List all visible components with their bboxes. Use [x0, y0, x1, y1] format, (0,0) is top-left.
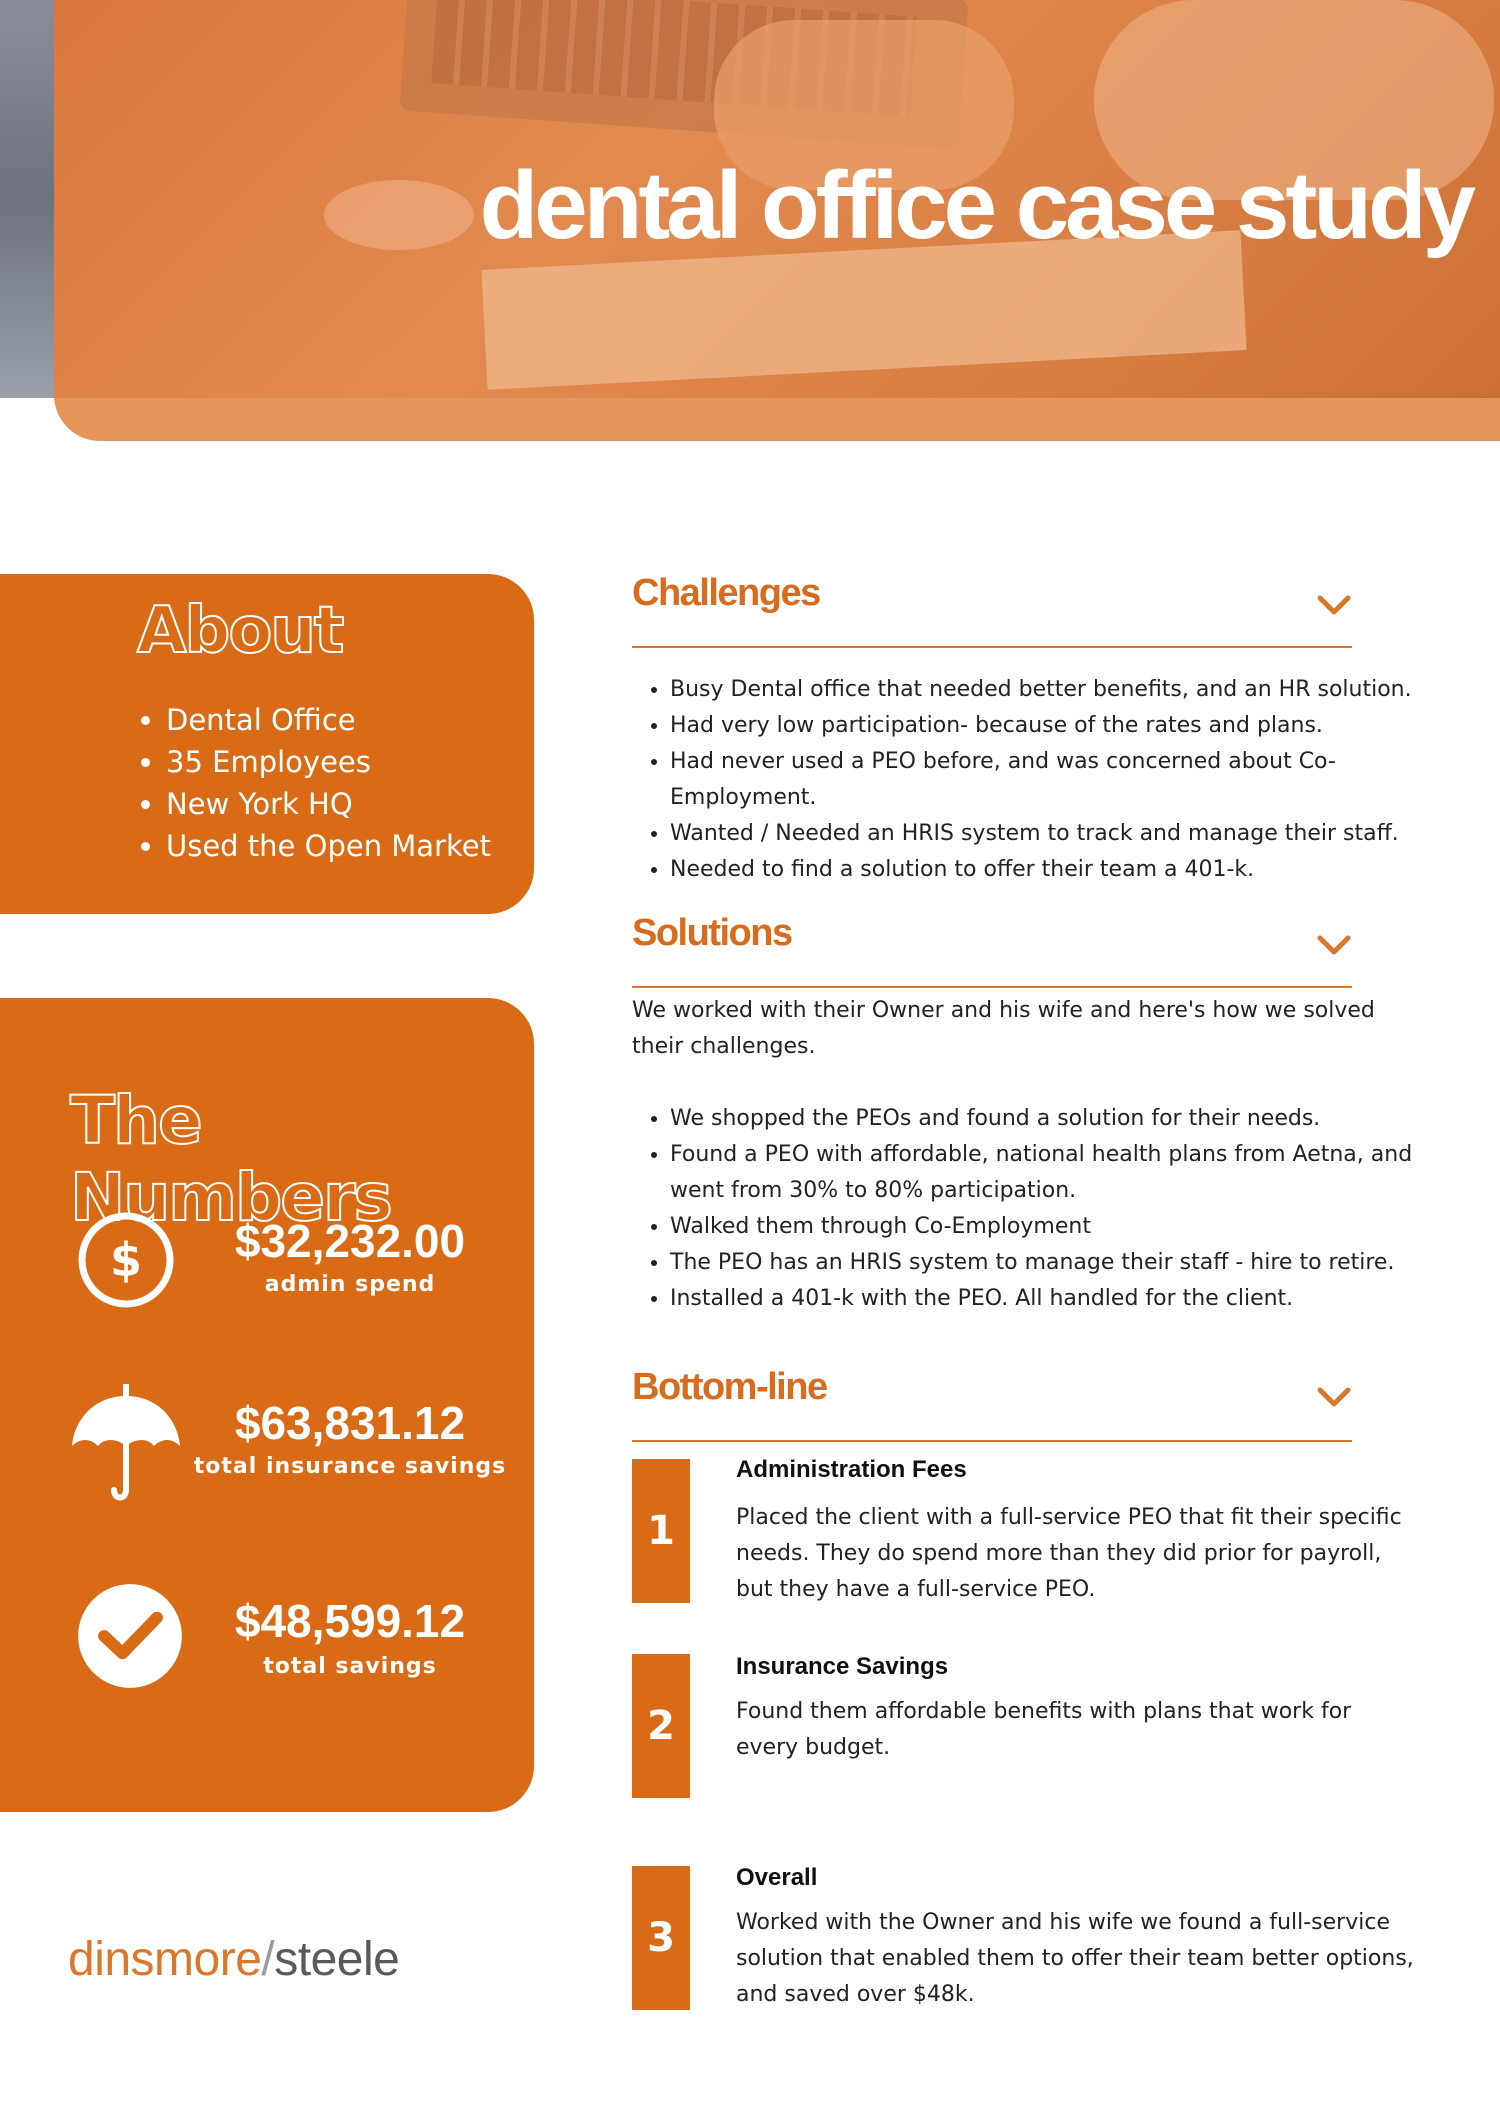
solutions-title: Solutions [632, 912, 792, 954]
item-body: Worked with the Owner and his wife we found a full-service solution that enabled them to offer their team better options, and saved over $48k. [736, 1910, 1414, 2007]
item-title: Administration Fees [736, 1456, 967, 1483]
list-item: • Dental Office [166, 699, 491, 741]
logo-part: steele [274, 1933, 400, 1986]
step-number: 3 [632, 1866, 690, 2010]
logo-slash: / [261, 1933, 275, 1986]
mouse-shape [324, 180, 474, 250]
list-item: • Had never used a PEO before, and was concerned about Co-Employment. [670, 744, 1460, 816]
about-panel [0, 574, 534, 914]
solutions-list [632, 1101, 1460, 1317]
step-number: 1 [632, 1459, 690, 1603]
challenges-list [632, 672, 1460, 888]
challenges-header[interactable] [632, 572, 1352, 648]
stat-label: admin spend [264, 1272, 436, 1297]
item-body: Found them affordable benefits with plans that work for every budget. [736, 1699, 1352, 1760]
item-title: Insurance Savings [736, 1653, 949, 1680]
list-item: • The PEO has an HRIS system to manage their staff - hire to retire. [670, 1245, 1460, 1281]
numbers-title: The Numbers [70, 1082, 391, 1236]
stat-value: $48,599.12 [234, 1595, 466, 1647]
list-item: • Installed a 401-k with the PEO. All handled for the client. [670, 1281, 1460, 1317]
item-body: Placed the client with a full-service PEO that fit their specific needs. They do spend more than they did prior for payroll, but they have a full-service PEO. [736, 1505, 1402, 1602]
umbrella-icon [70, 1382, 182, 1506]
list-item: • Needed to find a solution to offer their team a 401-k. [670, 852, 1460, 888]
list-item: • Wanted / Needed an HRIS system to track and manage their staff. [670, 816, 1460, 852]
bottomline-title: Bottom-line [632, 1366, 827, 1408]
list-item: • Busy Dental office that needed better benefits, and an HR solution. [670, 672, 1460, 708]
page-title: dental office case study [479, 152, 1472, 259]
svg-text:$: $ [109, 1233, 143, 1287]
checkmark-circle-icon [76, 1582, 184, 1690]
chevron-down-icon[interactable] [1316, 934, 1352, 958]
list-item: • Walked them through Co-Employment [670, 1209, 1460, 1245]
list-item: • Had very low participation- because of the rates and plans. [670, 708, 1460, 744]
about-list [130, 699, 491, 867]
challenges-title: Challenges [632, 572, 820, 614]
step-number: 2 [632, 1654, 690, 1798]
company-logo [68, 1932, 399, 1987]
dollar-circle-icon [76, 1210, 176, 1310]
hero-photo-edge [0, 0, 54, 398]
solutions-header[interactable] [632, 912, 1352, 988]
bottomline-header[interactable] [632, 1366, 1352, 1442]
solutions-intro: We worked with their Owner and his wife and here's how we solved their challenges. [632, 998, 1375, 1059]
stat-label: total savings [263, 1654, 437, 1679]
list-item: • Used the Open Market [166, 825, 491, 867]
stat-value: $32,232.00 [234, 1215, 466, 1267]
list-item: • New York HQ [166, 783, 491, 825]
list-item: • Found a PEO with affordable, national health plans from Aetna, and went from 30% to 80% participation. [670, 1137, 1460, 1209]
list-item: • We shopped the PEOs and found a solution for their needs. [670, 1101, 1460, 1137]
about-title: About [137, 594, 343, 668]
numbers-panel [0, 998, 534, 1812]
stat-value: $63,831.12 [234, 1397, 466, 1449]
stat-label: total insurance savings [193, 1454, 507, 1479]
chevron-down-icon[interactable] [1316, 1386, 1352, 1410]
list-item: • 35 Employees [166, 741, 491, 783]
logo-part: dinsmore [68, 1933, 262, 1986]
chevron-down-icon[interactable] [1316, 594, 1352, 618]
item-title: Overall [736, 1864, 818, 1891]
